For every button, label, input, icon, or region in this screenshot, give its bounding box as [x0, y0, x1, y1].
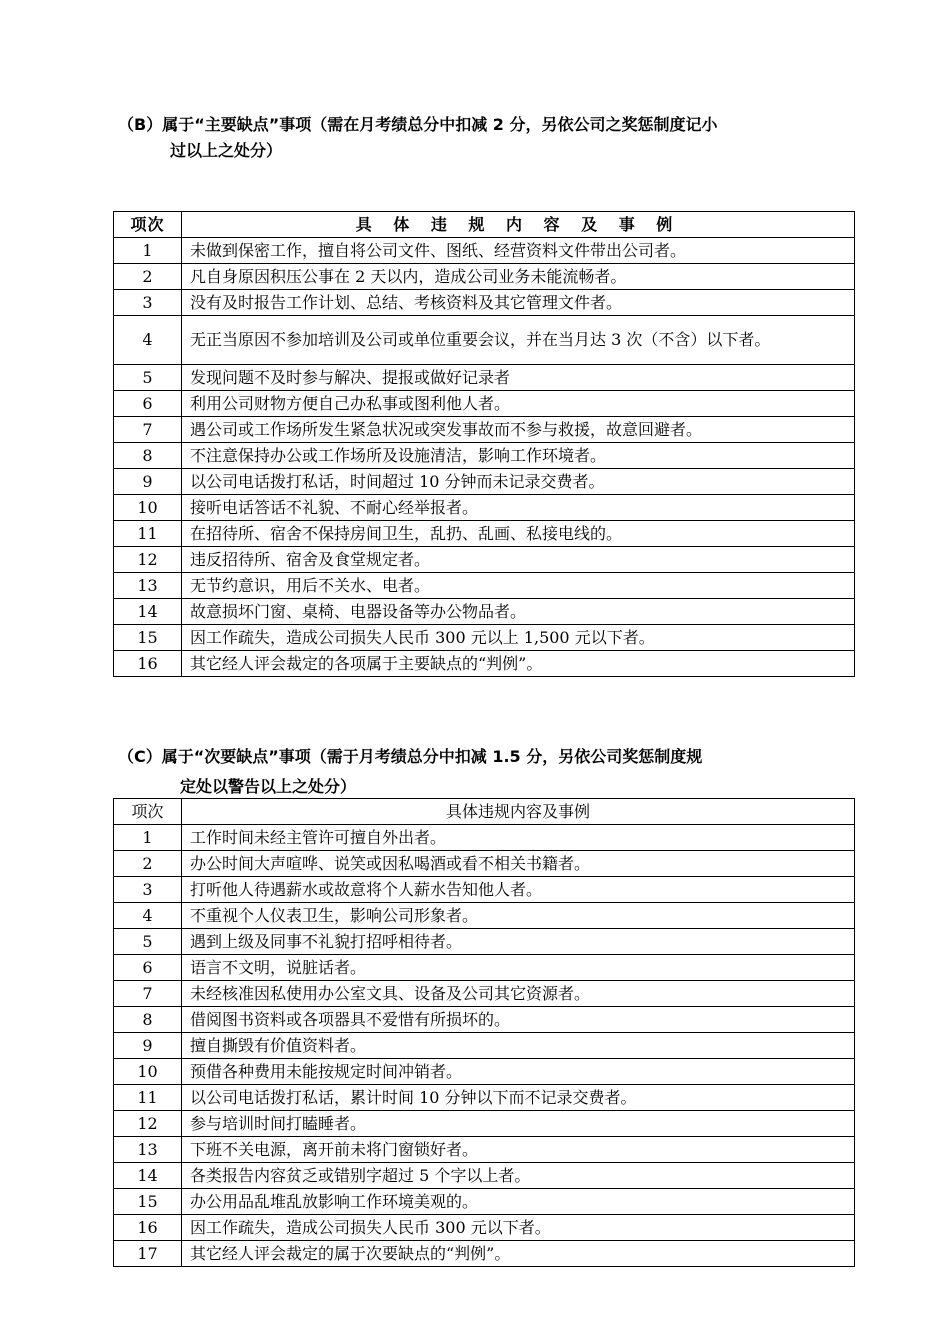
table-row	[114, 316, 855, 365]
row-description: 无正当原因不参加培训及公司或单位重要会议，并在当月达 3 次（不含）以下者。	[182, 316, 855, 365]
row-description: 未经核准因私使用办公室文具、设备及公司其它资源者。	[182, 981, 855, 1007]
row-number: 14	[114, 1163, 182, 1189]
row-number: 7	[114, 981, 182, 1007]
section-c-table	[113, 798, 855, 1267]
row-number: 14	[114, 599, 182, 625]
row-number: 8	[114, 443, 182, 469]
row-number: 5	[114, 365, 182, 391]
table-row	[114, 1163, 855, 1189]
table-row	[114, 825, 855, 851]
row-number: 5	[114, 929, 182, 955]
row-description: 遇公司或工作场所发生紧急状况或突发事故而不参与救援，故意回避者。	[182, 417, 855, 443]
row-number: 11	[114, 521, 182, 547]
table-row	[114, 1033, 855, 1059]
row-description: 不注意保持办公或工作场所及设施清洁，影响工作环境者。	[182, 443, 855, 469]
row-description: 其它经人评会裁定的各项属于主要缺点的“判例”。	[182, 651, 855, 677]
row-description: 遇到上级及同事不礼貌打招呼相待者。	[182, 929, 855, 955]
table-row	[114, 1085, 855, 1111]
table-row	[114, 443, 855, 469]
table-row	[114, 238, 855, 264]
table-row	[114, 929, 855, 955]
column-header-number: 项次	[114, 799, 182, 825]
table-row	[114, 495, 855, 521]
table-row	[114, 1059, 855, 1085]
row-description: 发现问题不及时参与解决、提报或做好记录者	[182, 365, 855, 391]
row-description: 违反招待所、宿舍及食堂规定者。	[182, 547, 855, 573]
table-row	[114, 1241, 855, 1267]
row-description: 因工作疏失，造成公司损失人民币 300 元以上 1,500 元以下者。	[182, 625, 855, 651]
row-description: 擅自撕毁有价值资料者。	[182, 1033, 855, 1059]
row-number: 12	[114, 1111, 182, 1137]
table-row	[114, 651, 855, 677]
row-description: 没有及时报告工作计划、总结、考核资料及其它管理文件者。	[182, 290, 855, 316]
row-number: 11	[114, 1085, 182, 1111]
row-description: 以公司电话拨打私话，时间超过 10 分钟而未记录交费者。	[182, 469, 855, 495]
row-description: 凡自身原因积压公事在 2 天以内，造成公司业务未能流畅者。	[182, 264, 855, 290]
row-description: 办公用品乱堆乱放影响工作环境美观的。	[182, 1189, 855, 1215]
row-number: 2	[114, 851, 182, 877]
section-c-table-body	[114, 825, 855, 1267]
section-b-heading-line2: 过以上之处分）	[170, 141, 283, 160]
row-description: 以公司电话拨打私话，累计时间 10 分钟以下而不记录交费者。	[182, 1085, 855, 1111]
table-row	[114, 521, 855, 547]
row-number: 1	[114, 825, 182, 851]
row-number: 4	[114, 316, 182, 365]
row-number: 16	[114, 1215, 182, 1241]
row-description: 未做到保密工作，擅自将公司文件、图纸、经营资料文件带出公司者。	[182, 238, 855, 264]
row-number: 6	[114, 955, 182, 981]
row-description: 不重视个人仪表卫生，影响公司形象者。	[182, 903, 855, 929]
section-b-heading	[118, 112, 848, 164]
table-row	[114, 290, 855, 316]
table-row	[114, 1137, 855, 1163]
row-number: 7	[114, 417, 182, 443]
table-row	[114, 1189, 855, 1215]
row-description: 利用公司财物方便自己办私事或图利他人者。	[182, 391, 855, 417]
row-description: 各类报告内容贫乏或错别字超过 5 个字以上者。	[182, 1163, 855, 1189]
row-description: 下班不关电源，离开前未将门窗锁好者。	[182, 1137, 855, 1163]
table-row	[114, 981, 855, 1007]
row-description: 在招待所、宿舍不保持房间卫生，乱扔、乱画、私接电线的。	[182, 521, 855, 547]
table-row	[114, 264, 855, 290]
row-description: 语言不文明，说脏话者。	[182, 955, 855, 981]
row-number: 3	[114, 877, 182, 903]
row-description: 故意损坏门窗、桌椅、电器设备等办公物品者。	[182, 599, 855, 625]
row-number: 8	[114, 1007, 182, 1033]
table-row	[114, 955, 855, 981]
table-header-row	[114, 799, 855, 825]
row-number: 2	[114, 264, 182, 290]
row-description: 无节约意识，用后不关水、电者。	[182, 573, 855, 599]
column-header-content: 具 体 违 规 内 容 及 事 例	[182, 212, 855, 238]
row-description: 因工作疏失，造成公司损失人民币 300 元以下者。	[182, 1215, 855, 1241]
table-row	[114, 1215, 855, 1241]
section-b-heading-line1: （B）属于“主要缺点”事项（需在月考绩总分中扣减 2 分，另依公司之奖惩制度记小	[118, 115, 718, 134]
table-row	[114, 417, 855, 443]
row-description: 其它经人评会裁定的属于次要缺点的“判例”。	[182, 1241, 855, 1267]
row-number: 1	[114, 238, 182, 264]
row-number: 4	[114, 903, 182, 929]
row-description: 工作时间未经主管许可擅自外出者。	[182, 825, 855, 851]
row-description: 预借各种费用未能按规定时间冲销者。	[182, 1059, 855, 1085]
row-description: 打听他人待遇薪水或故意将个人薪水告知他人者。	[182, 877, 855, 903]
row-description: 参与培训时间打瞌睡者。	[182, 1111, 855, 1137]
section-c-heading	[118, 738, 848, 798]
section-b-table-body	[114, 238, 855, 677]
row-number: 17	[114, 1241, 182, 1267]
table-row	[114, 469, 855, 495]
column-header-content: 具体违规内容及事例	[182, 799, 855, 825]
table-row	[114, 547, 855, 573]
row-number: 13	[114, 1137, 182, 1163]
table-row	[114, 1007, 855, 1033]
row-number: 9	[114, 469, 182, 495]
row-number: 6	[114, 391, 182, 417]
table-row	[114, 851, 855, 877]
section-b-table	[113, 211, 855, 677]
row-number: 3	[114, 290, 182, 316]
row-number: 16	[114, 651, 182, 677]
row-number: 10	[114, 1059, 182, 1085]
row-description: 借阅图书资料或各项器具不爱惜有所损坏的。	[182, 1007, 855, 1033]
row-number: 10	[114, 495, 182, 521]
table-row	[114, 365, 855, 391]
table-row	[114, 599, 855, 625]
table-row	[114, 625, 855, 651]
row-number: 15	[114, 625, 182, 651]
row-description: 办公时间大声喧哗、说笑或因私喝酒或看不相关书籍者。	[182, 851, 855, 877]
row-number: 9	[114, 1033, 182, 1059]
table-row	[114, 573, 855, 599]
column-header-number: 项次	[114, 212, 182, 238]
table-header-row	[114, 212, 855, 238]
table-row	[114, 877, 855, 903]
section-c-heading-line1: （C）属于“次要缺点”事项（需于月考绩总分中扣减 1.5 分，另依公司奖惩制度规	[118, 747, 703, 766]
row-description: 接听电话答话不礼貌、不耐心经举报者。	[182, 495, 855, 521]
table-row	[114, 1111, 855, 1137]
row-number: 12	[114, 547, 182, 573]
table-row	[114, 903, 855, 929]
section-c-heading-line2: 定处以警告以上之处分）	[180, 777, 357, 796]
row-number: 15	[114, 1189, 182, 1215]
row-number: 13	[114, 573, 182, 599]
table-row	[114, 391, 855, 417]
